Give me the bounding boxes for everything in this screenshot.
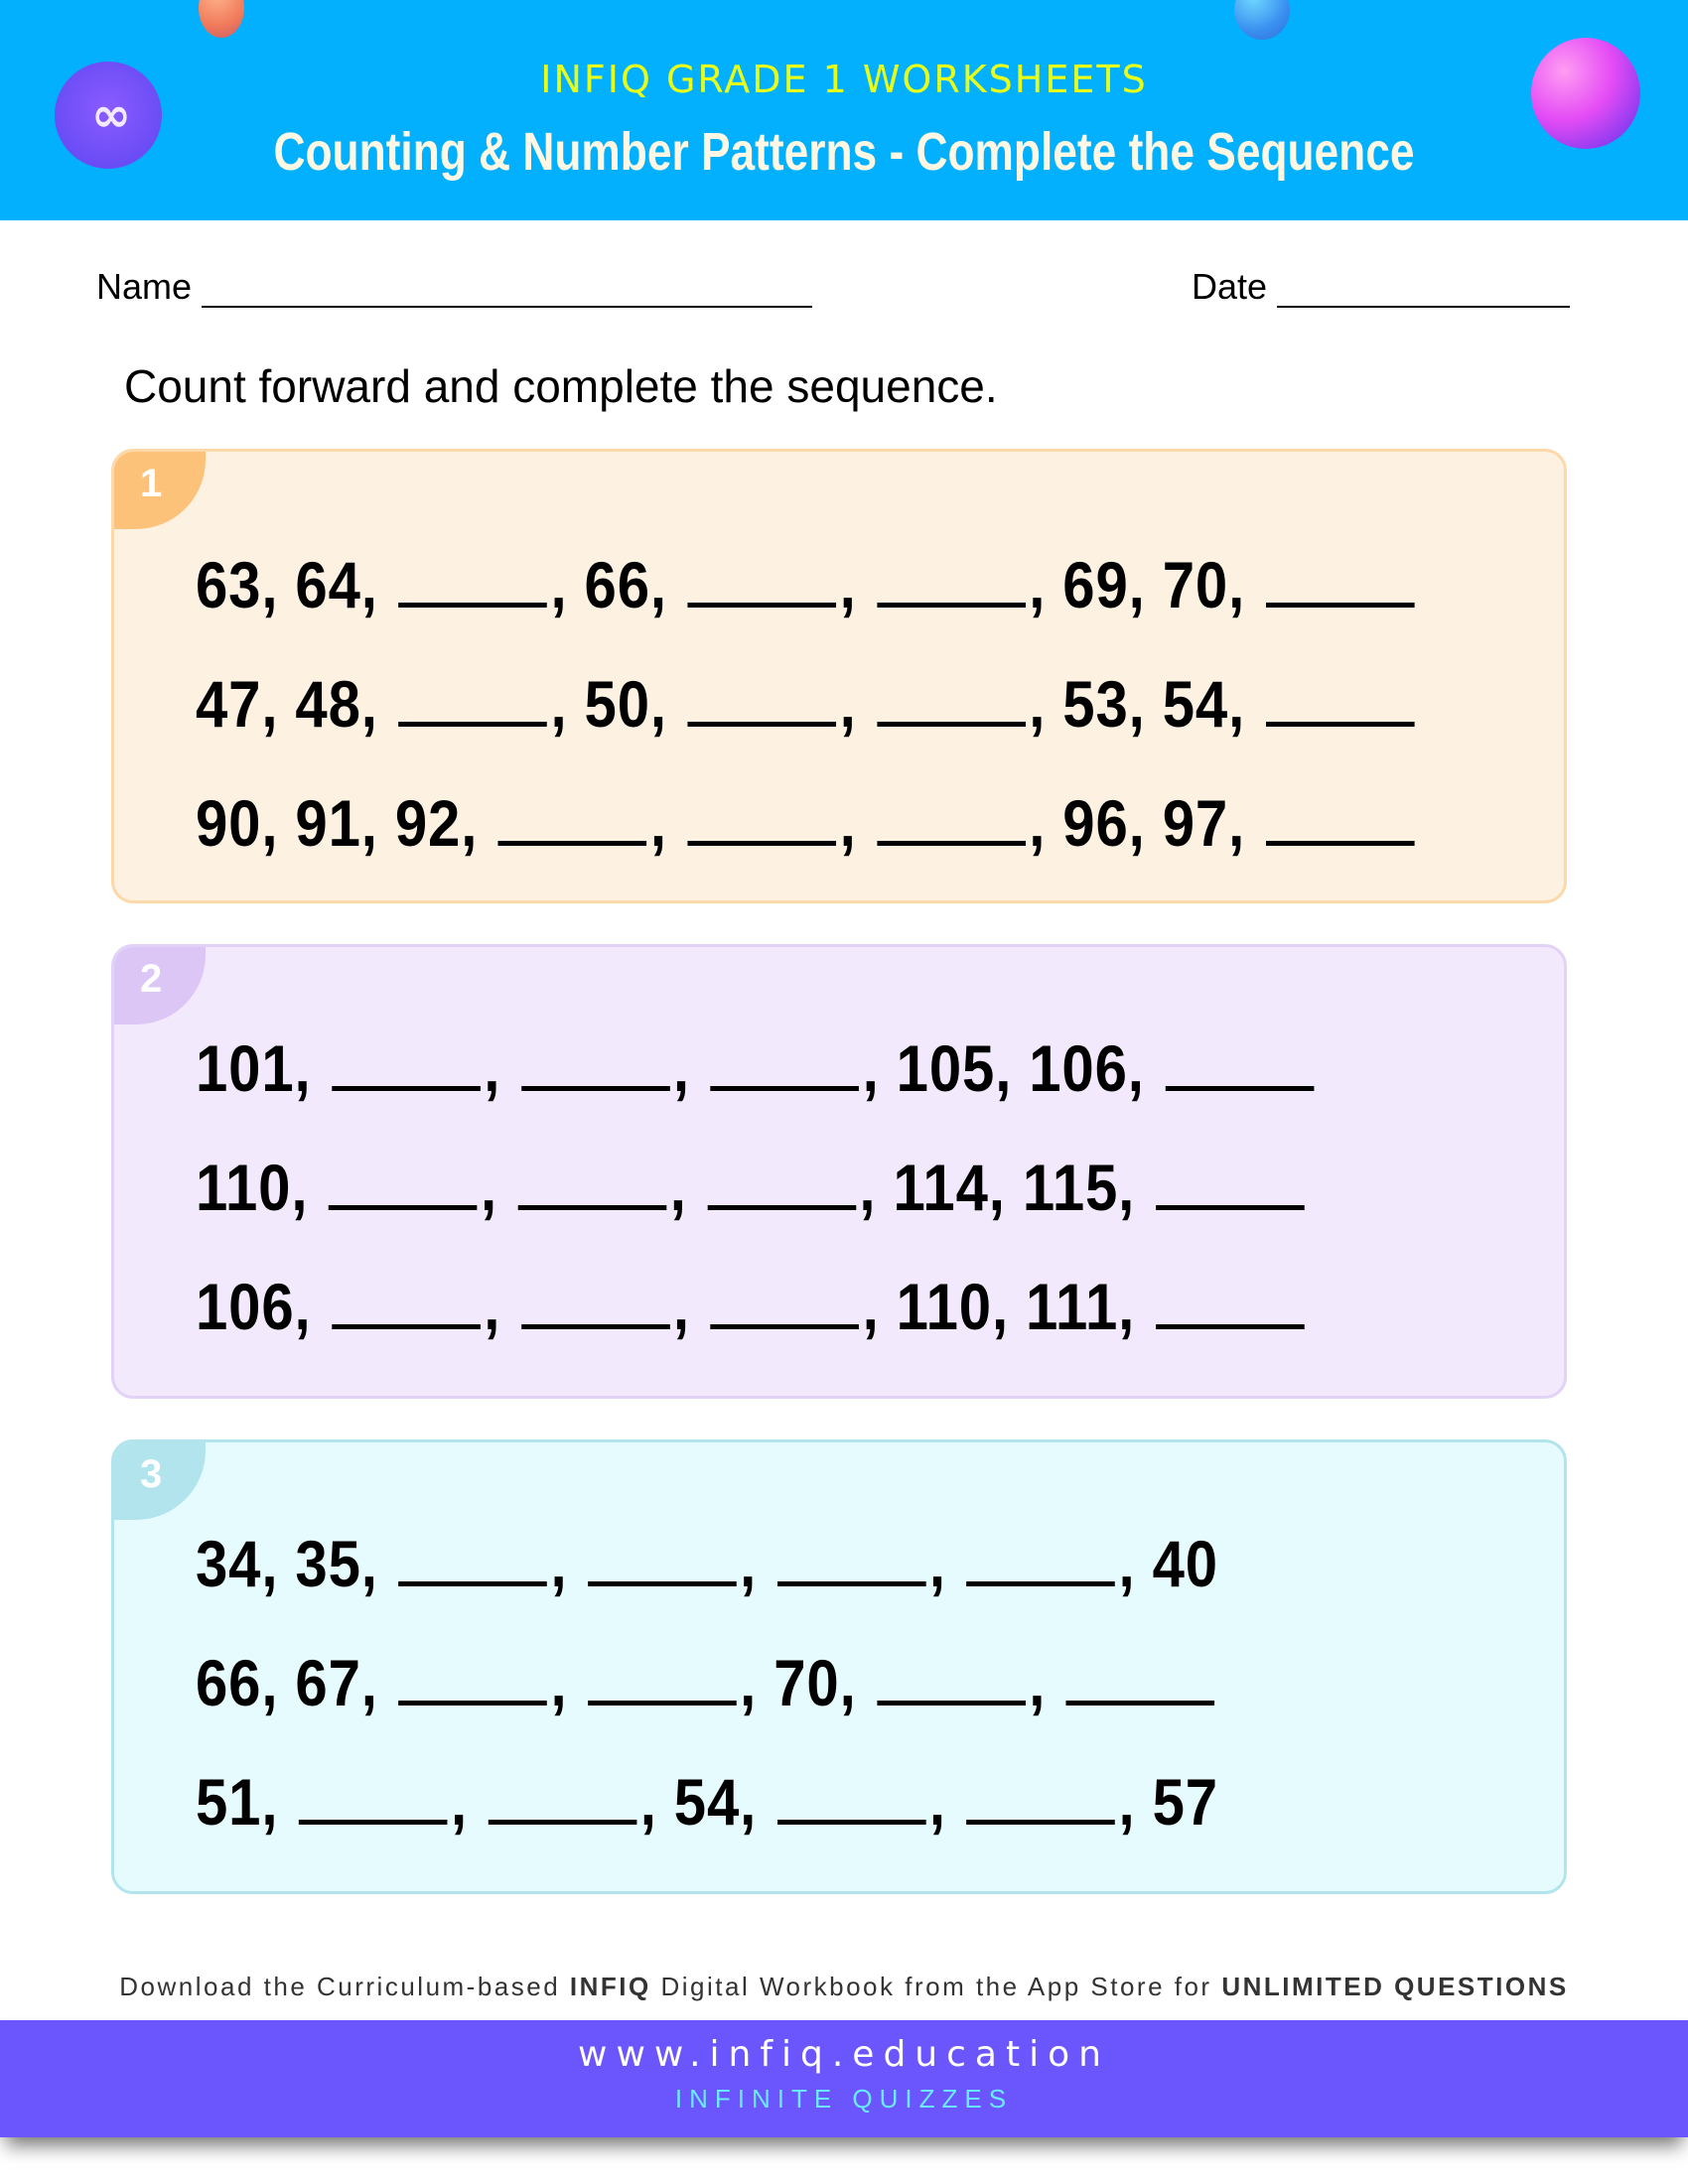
answer-blank[interactable] bbox=[398, 668, 547, 727]
comma-separator: , bbox=[261, 1646, 296, 1719]
instruction-text: Count forward and complete the sequence. bbox=[124, 360, 998, 412]
comma-separator: , bbox=[1118, 1765, 1153, 1839]
decorative-ball-orange-icon bbox=[199, 0, 244, 38]
comma-separator: , bbox=[672, 1031, 707, 1105]
comma-separator: , bbox=[839, 548, 874, 621]
comma-separator: , bbox=[649, 667, 684, 741]
date-label: Date bbox=[1192, 266, 1268, 307]
sequence-number: 70 bbox=[774, 1646, 840, 1719]
sequence-number: 111 bbox=[1026, 1270, 1119, 1343]
promo-middle: Digital Workbook from the App Store for bbox=[650, 1972, 1222, 2001]
sequence-number: 66 bbox=[584, 548, 650, 621]
comma-separator: , bbox=[261, 667, 296, 741]
answer-blank[interactable] bbox=[687, 549, 836, 608]
answer-blank[interactable] bbox=[877, 1647, 1026, 1706]
infinity-logo-icon: ∞ bbox=[91, 87, 125, 143]
sequence-number: 35 bbox=[295, 1527, 361, 1600]
comma-separator: , bbox=[360, 667, 395, 741]
comma-separator: , bbox=[294, 1270, 329, 1343]
comma-separator: , bbox=[1029, 548, 1063, 621]
answer-blank[interactable] bbox=[877, 668, 1026, 727]
sequence-number: 54 bbox=[1162, 667, 1229, 741]
comma-separator: , bbox=[740, 1765, 774, 1839]
answer-blank[interactable] bbox=[1156, 1271, 1305, 1329]
sequence-row bbox=[196, 1150, 1308, 1225]
decorative-ball-blue-icon bbox=[1234, 0, 1290, 40]
comma-separator: , bbox=[639, 1765, 674, 1839]
name-label: Name bbox=[96, 266, 193, 307]
answer-blank[interactable] bbox=[1156, 1152, 1305, 1210]
date-field[interactable] bbox=[1192, 266, 1570, 308]
name-field[interactable] bbox=[96, 266, 812, 308]
answer-blank[interactable] bbox=[710, 1032, 859, 1091]
answer-blank[interactable] bbox=[588, 1528, 737, 1586]
sequence-number: 115 bbox=[1022, 1151, 1119, 1224]
sequence-number: 50 bbox=[584, 667, 650, 741]
answer-blank[interactable] bbox=[687, 787, 836, 846]
comma-separator: , bbox=[928, 1527, 963, 1600]
sequence-number: 70 bbox=[1162, 548, 1229, 621]
sequence-number: 106 bbox=[1029, 1031, 1128, 1105]
comma-separator: , bbox=[1228, 548, 1263, 621]
sequence-row bbox=[196, 666, 1418, 742]
sequence-section-1 bbox=[111, 449, 1567, 903]
comma-separator: , bbox=[649, 786, 684, 860]
section-number-badge: 3 bbox=[114, 1442, 206, 1520]
comma-separator: , bbox=[839, 667, 874, 741]
sequence-number: 53 bbox=[1062, 667, 1129, 741]
comma-separator: , bbox=[928, 1765, 963, 1839]
answer-blank[interactable] bbox=[398, 1528, 547, 1586]
sequence-number: 101 bbox=[196, 1031, 295, 1105]
answer-blank[interactable] bbox=[777, 1528, 926, 1586]
sequence-number: 63 bbox=[196, 548, 262, 621]
comma-separator: , bbox=[862, 1031, 897, 1105]
comma-separator: , bbox=[839, 1646, 874, 1719]
answer-blank[interactable] bbox=[1066, 1647, 1215, 1706]
comma-separator: , bbox=[484, 1270, 518, 1343]
comma-separator: , bbox=[360, 1646, 395, 1719]
sequence-number: 54 bbox=[673, 1765, 741, 1839]
sequence-number: 91 bbox=[295, 786, 361, 860]
comma-separator: , bbox=[1118, 1270, 1153, 1343]
comma-separator: , bbox=[550, 548, 585, 621]
comma-separator: , bbox=[451, 1765, 486, 1839]
sequence-number: 51 bbox=[196, 1765, 262, 1839]
promo-prefix: Download the Curriculum-based bbox=[119, 1972, 570, 2001]
answer-blank[interactable] bbox=[398, 1647, 547, 1706]
comma-separator: , bbox=[740, 1527, 774, 1600]
sequence-number: 105 bbox=[896, 1031, 996, 1105]
comma-separator: , bbox=[550, 1646, 585, 1719]
answer-blank[interactable] bbox=[332, 1271, 481, 1329]
sequence-number: 57 bbox=[1152, 1765, 1218, 1839]
header-subtitle: INFIQ GRADE 1 WORKSHEETS bbox=[540, 58, 1148, 101]
sequence-row bbox=[196, 1645, 1218, 1720]
answer-blank[interactable] bbox=[966, 1528, 1115, 1586]
comma-separator: , bbox=[360, 1527, 395, 1600]
website-link[interactable]: www.infiq.education bbox=[578, 2034, 1110, 2075]
answer-blank[interactable] bbox=[777, 1766, 926, 1825]
comma-separator: , bbox=[1228, 667, 1263, 741]
comma-separator: , bbox=[461, 786, 495, 860]
sequence-number: 47 bbox=[196, 667, 262, 741]
sequence-section-3 bbox=[111, 1439, 1567, 1894]
page-title: Counting & Number Patterns - Complete the Sequence bbox=[273, 122, 1415, 182]
comma-separator: , bbox=[360, 786, 395, 860]
sequence-row bbox=[196, 1526, 1218, 1601]
answer-blank[interactable] bbox=[710, 1271, 859, 1329]
comma-separator: , bbox=[550, 1527, 585, 1600]
answer-blank[interactable] bbox=[1266, 787, 1415, 846]
sequence-number: 97 bbox=[1162, 786, 1229, 860]
comma-separator: , bbox=[839, 786, 874, 860]
comma-separator: , bbox=[649, 548, 684, 621]
comma-separator: , bbox=[740, 1646, 774, 1719]
footer-band bbox=[0, 2020, 1688, 2137]
comma-separator: , bbox=[1029, 1646, 1063, 1719]
answer-blank[interactable] bbox=[1165, 1032, 1314, 1091]
answer-blank[interactable] bbox=[332, 1032, 481, 1091]
sequence-number: 34 bbox=[196, 1527, 262, 1600]
app-store-promo bbox=[0, 1972, 1688, 2002]
answer-blank[interactable] bbox=[299, 1766, 448, 1825]
answer-blank[interactable] bbox=[518, 1152, 667, 1210]
section-number-badge: 2 bbox=[114, 947, 206, 1024]
comma-separator: , bbox=[360, 548, 395, 621]
answer-blank[interactable] bbox=[1266, 549, 1415, 608]
answer-blank[interactable] bbox=[707, 1152, 856, 1210]
sequence-number: 110 bbox=[196, 1151, 292, 1224]
comma-separator: , bbox=[991, 1270, 1027, 1343]
name-input-line[interactable] bbox=[202, 272, 812, 308]
comma-separator: , bbox=[862, 1270, 897, 1343]
answer-blank[interactable] bbox=[521, 1032, 670, 1091]
comma-separator: , bbox=[859, 1151, 894, 1224]
sequence-number: 67 bbox=[295, 1646, 361, 1719]
sequence-number: 40 bbox=[1152, 1527, 1218, 1600]
sequence-number: 66 bbox=[196, 1646, 262, 1719]
answer-blank[interactable] bbox=[1266, 668, 1415, 727]
section-number-badge: 1 bbox=[114, 452, 206, 529]
comma-separator: , bbox=[1128, 667, 1163, 741]
sequence-number: 48 bbox=[295, 667, 361, 741]
date-input-line[interactable] bbox=[1277, 272, 1570, 308]
sequence-row bbox=[196, 785, 1418, 861]
sequence-number: 90 bbox=[196, 786, 262, 860]
answer-blank[interactable] bbox=[498, 787, 647, 846]
sequence-number: 106 bbox=[196, 1270, 295, 1343]
comma-separator: , bbox=[995, 1031, 1030, 1105]
comma-separator: , bbox=[294, 1031, 329, 1105]
sequence-number: 114 bbox=[893, 1151, 989, 1224]
sequence-number: 92 bbox=[394, 786, 462, 860]
answer-blank[interactable] bbox=[521, 1271, 670, 1329]
sequence-row bbox=[196, 547, 1418, 622]
answer-blank[interactable] bbox=[588, 1647, 737, 1706]
comma-separator: , bbox=[550, 667, 585, 741]
comma-separator: , bbox=[261, 548, 296, 621]
comma-separator: , bbox=[669, 1151, 704, 1224]
comma-separator: , bbox=[1029, 786, 1063, 860]
promo-brand: INFIQ bbox=[569, 1972, 651, 2001]
answer-blank[interactable] bbox=[489, 1766, 637, 1825]
promo-emphasis: UNLIMITED QUESTIONS bbox=[1221, 1972, 1569, 2001]
sequence-number: 64 bbox=[295, 548, 361, 621]
answer-blank[interactable] bbox=[687, 668, 836, 727]
answer-blank[interactable] bbox=[329, 1152, 478, 1210]
sequence-section-2 bbox=[111, 944, 1567, 1399]
sequence-row bbox=[196, 1269, 1308, 1344]
comma-separator: , bbox=[1029, 667, 1063, 741]
comma-separator: , bbox=[988, 1151, 1023, 1224]
comma-separator: , bbox=[261, 1765, 296, 1839]
comma-separator: , bbox=[291, 1151, 326, 1224]
comma-separator: , bbox=[481, 1151, 515, 1224]
answer-blank[interactable] bbox=[877, 787, 1026, 846]
worksheet-header bbox=[0, 0, 1688, 220]
comma-separator: , bbox=[672, 1270, 707, 1343]
footer-tagline: INFINITE QUIZZES bbox=[674, 2084, 1014, 2114]
answer-blank[interactable] bbox=[966, 1766, 1115, 1825]
sequence-row bbox=[196, 1030, 1317, 1106]
comma-separator: , bbox=[261, 1527, 296, 1600]
comma-separator: , bbox=[484, 1031, 518, 1105]
answer-blank[interactable] bbox=[877, 549, 1026, 608]
comma-separator: , bbox=[1128, 548, 1163, 621]
sequence-number: 69 bbox=[1062, 548, 1129, 621]
answer-blank[interactable] bbox=[398, 549, 547, 608]
comma-separator: , bbox=[1118, 1527, 1153, 1600]
comma-separator: , bbox=[1128, 786, 1163, 860]
sequence-row bbox=[196, 1764, 1218, 1840]
sequence-number: 110 bbox=[896, 1270, 992, 1343]
sequence-number: 96 bbox=[1062, 786, 1129, 860]
comma-separator: , bbox=[261, 786, 296, 860]
comma-separator: , bbox=[1118, 1151, 1153, 1224]
comma-separator: , bbox=[1127, 1031, 1162, 1105]
comma-separator: , bbox=[1228, 786, 1263, 860]
